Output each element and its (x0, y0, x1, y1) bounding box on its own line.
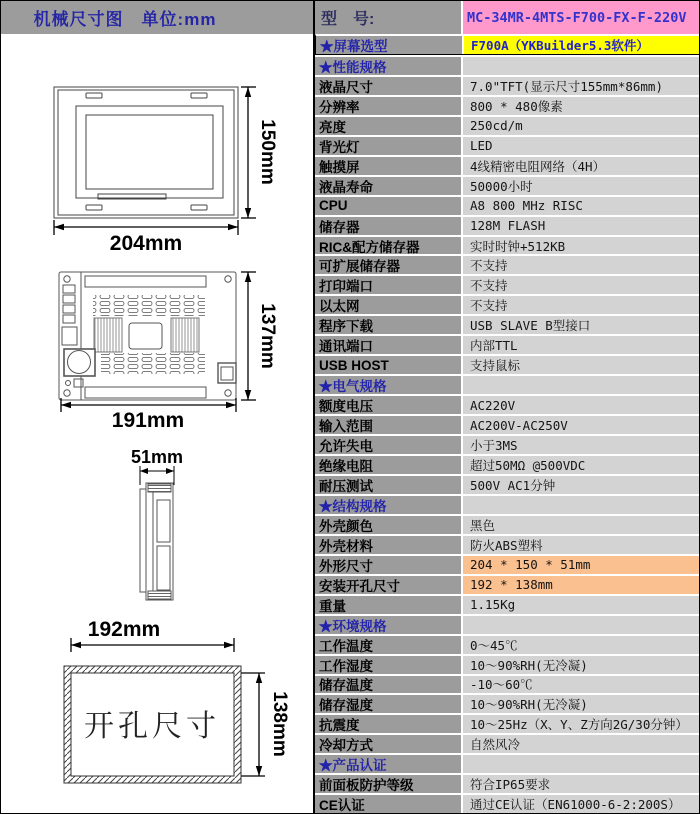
spec-label: 额度电压 (315, 396, 461, 414)
spec-row (315, 334, 700, 354)
spec-row (315, 713, 700, 733)
spec-label: 外壳颜色 (315, 516, 461, 534)
spec-value: 超过50MΩ @500VDC (463, 456, 700, 474)
spec-label: 以太网 (315, 296, 461, 314)
spec-row (315, 215, 700, 235)
spec-value (463, 376, 700, 394)
spec-value: 通过CE认证（EN61000-6-2:200S） (463, 795, 700, 813)
spec-row (315, 773, 700, 793)
spec-value: AC220V (463, 396, 700, 414)
spec-row (315, 135, 700, 155)
spec-label: 外壳材料 (315, 536, 461, 554)
spec-value: 小于3MS (463, 436, 700, 454)
spec-value: 7.0"TFT(显示尺寸155mm*86mm) (463, 77, 700, 95)
spec-label: CPU (315, 197, 461, 215)
spec-row (315, 494, 700, 514)
spec-label: 储存湿度 (315, 695, 461, 713)
spec-row (315, 674, 700, 694)
spec-row (315, 235, 700, 255)
spec-row (315, 394, 700, 414)
spec-value: 自然风冷 (463, 735, 700, 753)
spec-table (315, 1, 700, 813)
spec-value: 不支持 (463, 256, 700, 274)
spec-label: CE认证 (315, 795, 461, 813)
spec-value: 支持鼠标 (463, 356, 700, 374)
spec-label: 程序下载 (315, 316, 461, 334)
spec-label: 通讯端口 (315, 336, 461, 354)
left-header-title: 机械尺寸图 单位:mm (1, 1, 313, 34)
spec-row (315, 594, 700, 614)
spec-row (315, 434, 700, 454)
front-height-label: 150mm (257, 119, 278, 185)
spec-row (315, 574, 700, 594)
spec-row (315, 374, 700, 394)
spec-label: ★电气规格 (315, 376, 461, 394)
spec-label: ★产品认证 (315, 755, 461, 773)
spec-row (315, 514, 700, 534)
spec-label: ★性能规格 (315, 57, 461, 75)
spec-value (463, 496, 700, 514)
spec-value: 实时时钟+512KB (463, 237, 700, 255)
mechanical-panel (1, 1, 315, 813)
spec-row (315, 254, 700, 274)
spec-label: RIC&配方储存器 (315, 237, 461, 255)
spec-row (315, 34, 700, 55)
spec-label: 工作湿度 (315, 656, 461, 674)
spec-value: 800 * 480像素 (463, 97, 700, 115)
spec-label: ★屏幕选型 (316, 36, 462, 54)
side-depth-label: 51mm (130, 447, 184, 467)
spec-value: 204 * 150 * 51mm (463, 556, 700, 574)
spec-label: 输入范围 (315, 416, 461, 434)
diagram-area (1, 34, 313, 814)
spec-value: 0～45℃ (463, 636, 700, 654)
spec-row (315, 693, 700, 713)
spec-row (315, 175, 700, 195)
spec-row (315, 733, 700, 753)
spec-row (315, 55, 700, 75)
spec-value: AC200V-AC250V (463, 416, 700, 434)
spec-label: ★环境规格 (315, 616, 461, 634)
spec-value: 不支持 (463, 296, 700, 314)
spec-value: F700A（YKBuilder5.3软件） (464, 36, 700, 54)
spec-value: -10～60℃ (463, 676, 700, 694)
spec-value: 128M FLASH (463, 217, 700, 235)
spec-row (315, 654, 700, 674)
spec-label: 分辨率 (315, 97, 461, 115)
cutout-caption: 开孔尺寸 (84, 710, 220, 743)
spec-row (315, 753, 700, 773)
spec-label: 外形尺寸 (315, 556, 461, 574)
spec-value: 250cd/m (463, 117, 700, 135)
rear-height-label: 137mm (257, 303, 278, 369)
spec-label: 背光灯 (315, 137, 461, 155)
spec-value: A8 800 MHz RISC (463, 197, 700, 215)
spec-value: 500V AC1分钟 (463, 476, 700, 494)
spec-row (315, 75, 700, 95)
spec-label: 前面板防护等级 (315, 775, 461, 793)
cutout-diagram (64, 618, 290, 783)
spec-value: 不支持 (463, 276, 700, 294)
spec-label: 液晶尺寸 (315, 77, 461, 95)
spec-label: 绝缘电阻 (315, 456, 461, 474)
spec-row (315, 454, 700, 474)
front-width-label: 204mm (109, 232, 183, 255)
spec-row (315, 155, 700, 175)
spec-value: 4线精密电阻网络（4H） (463, 157, 700, 175)
spec-value: 192 * 138mm (463, 576, 700, 594)
side-view-diagram (131, 447, 183, 600)
spec-label: 冷却方式 (315, 735, 461, 753)
spec-label: 允许失电 (315, 436, 461, 454)
spec-label: 重量 (315, 596, 461, 614)
spec-label: ★结构规格 (315, 496, 461, 514)
spec-row (315, 554, 700, 574)
spec-value (463, 616, 700, 634)
spec-value: 1.15Kg (463, 596, 700, 614)
spec-label: 触摸屏 (315, 157, 461, 175)
spec-row (315, 534, 700, 554)
spec-row (315, 414, 700, 434)
spec-label: 安装开孔尺寸 (315, 576, 461, 594)
mechanical-diagrams (1, 34, 313, 813)
spec-label: 抗震度 (315, 715, 461, 733)
spec-row (315, 474, 700, 494)
spec-row (315, 274, 700, 294)
front-view-diagram (54, 87, 278, 255)
spec-row (315, 115, 700, 135)
spec-value: 内部TTL (463, 336, 700, 354)
model-row (315, 1, 700, 34)
spec-row (315, 354, 700, 374)
spec-label: 可扩展储存器 (315, 256, 461, 274)
spec-row (315, 195, 700, 215)
spec-value: LED (463, 137, 700, 155)
model-value: MC-34MR-4MTS-F700-FX-F-220V (463, 1, 700, 34)
spec-label: USB HOST (315, 356, 461, 374)
spec-label: 打印端口 (315, 276, 461, 294)
rear-width-label: 191mm (111, 409, 185, 432)
model-label: 型 号: (321, 11, 375, 28)
spec-value: 50000小时 (463, 177, 700, 195)
spec-value (463, 755, 700, 773)
spec-value: 10～90%RH(无冷凝) (463, 656, 700, 674)
cutout-width-label: 192mm (87, 618, 161, 641)
spec-label: 耐压测试 (315, 476, 461, 494)
spec-value: 10～25Hz（X、Y、Z方向2G/30分钟） (463, 715, 700, 733)
spec-row (315, 634, 700, 654)
spec-value (463, 57, 700, 75)
spec-label: 工作温度 (315, 636, 461, 654)
spec-label: 储存器 (315, 217, 461, 235)
cutout-height-label: 138mm (269, 691, 290, 757)
spec-value: 10～90%RH(无冷凝) (463, 695, 700, 713)
spec-row (315, 614, 700, 634)
spec-row (315, 314, 700, 334)
spec-value: 符合IP65要求 (463, 775, 700, 793)
spec-value: 黑色 (463, 516, 700, 534)
spec-label: 亮度 (315, 117, 461, 135)
spec-row (315, 294, 700, 314)
spec-value: 防火ABS塑料 (463, 536, 700, 554)
spec-row (315, 95, 700, 115)
spec-rows (315, 34, 700, 813)
spec-label: 液晶寿命 (315, 177, 461, 195)
spec-label: 储存温度 (315, 676, 461, 694)
spec-value: USB SLAVE B型接口 (463, 316, 700, 334)
spec-row (315, 793, 700, 813)
rear-view-diagram (59, 272, 278, 432)
